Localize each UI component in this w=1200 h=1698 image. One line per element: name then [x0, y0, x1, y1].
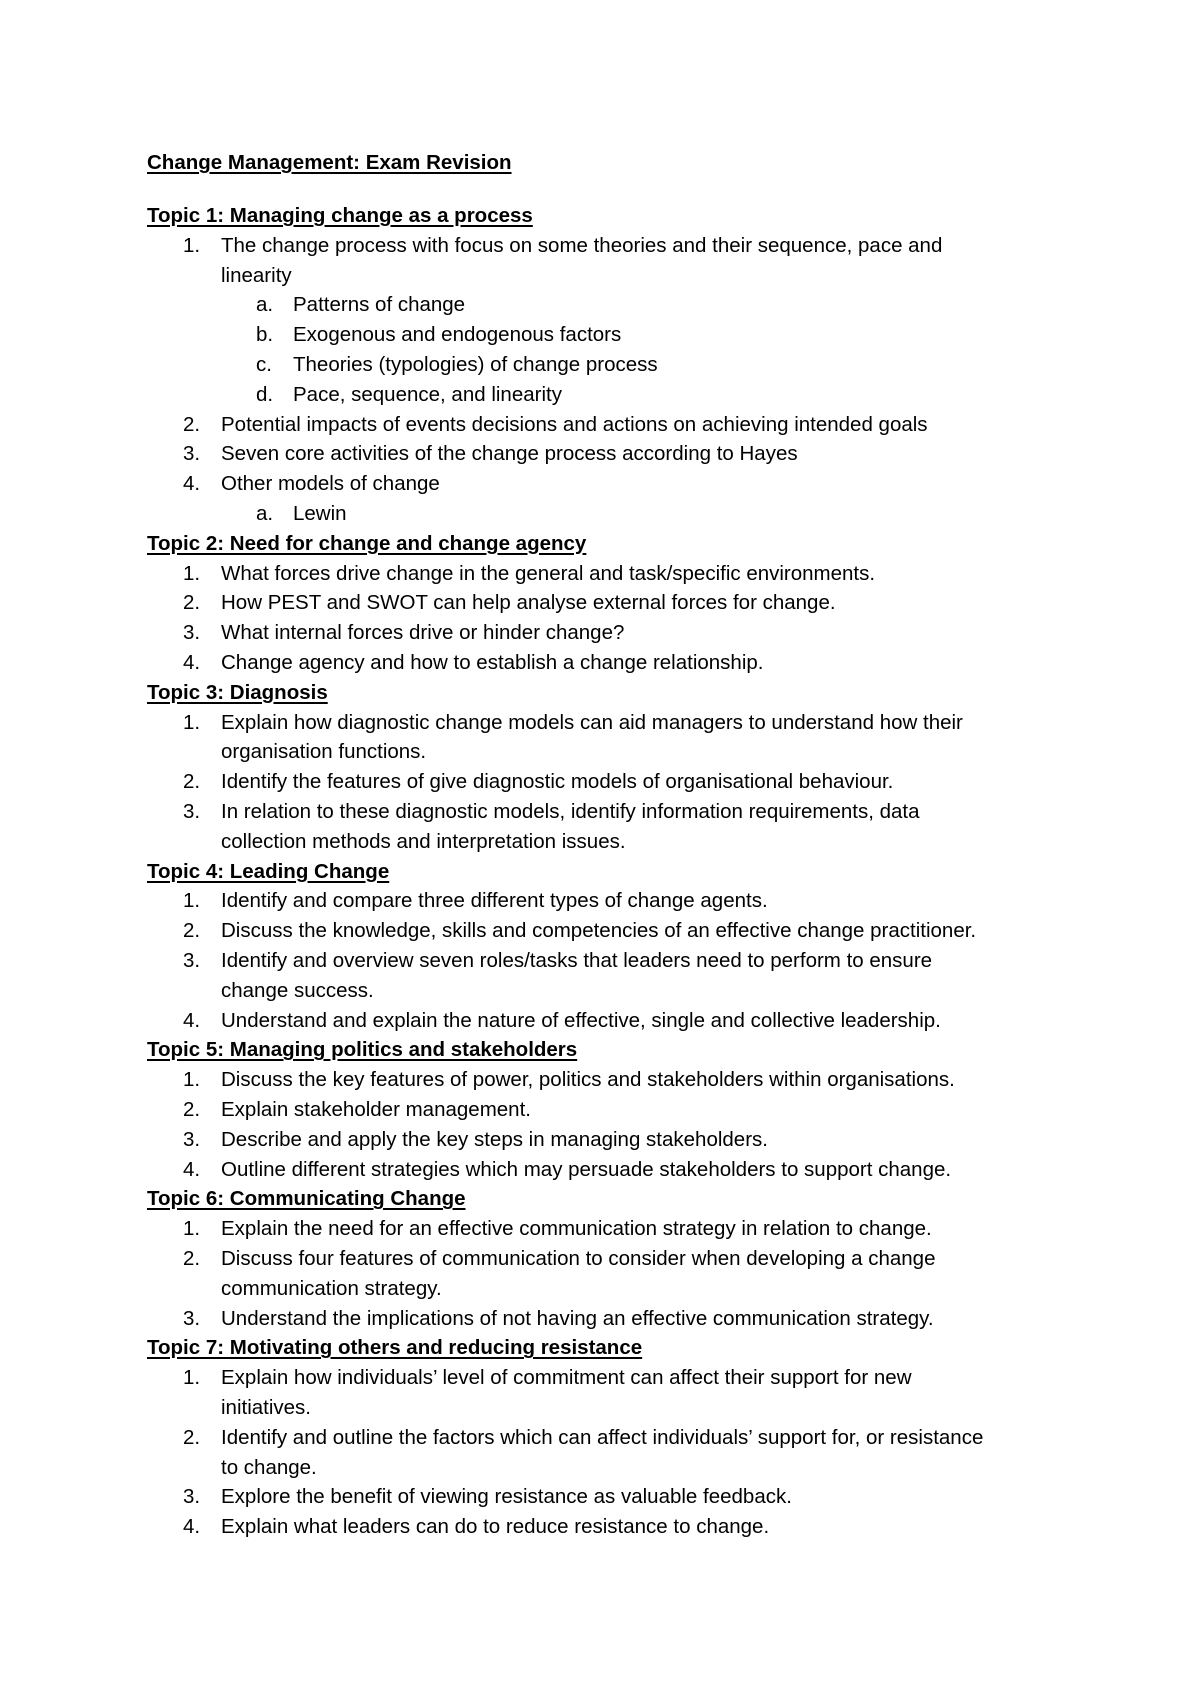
list-item — [183, 1482, 1083, 1512]
topic-heading: Topic 5: Managing politics and stakeholders — [147, 1038, 578, 1062]
item-number: 1. — [183, 1068, 201, 1092]
item-text: In relation to these diagnostic models, identify information requirements, data — [221, 800, 920, 823]
list-item — [183, 469, 1083, 499]
item-number: 2. — [183, 1425, 201, 1449]
item-text: Identify the features of give diagnostic models of organisational behaviour. — [221, 770, 894, 794]
item-number: 2. — [183, 770, 201, 794]
sub-item-text: Theories (typologies) of change process — [293, 353, 658, 376]
list-item — [183, 1095, 1083, 1125]
item-text: Explain stakeholder management. — [221, 1098, 531, 1121]
list-item — [183, 410, 1083, 440]
item-text: The change process with focus on some theories and their sequence, pace and — [221, 233, 943, 257]
item-number: 4. — [183, 472, 201, 496]
item-text: Describe and apply the key steps in managing stakeholders. — [221, 1127, 768, 1151]
list-item — [183, 439, 1083, 469]
list-item — [183, 1214, 1083, 1244]
item-text: What internal forces drive or hinder change? — [221, 621, 625, 645]
list-item — [183, 588, 1083, 618]
item-number: 1. — [183, 1217, 201, 1241]
item-number: 4. — [183, 651, 201, 674]
item-number: 2. — [183, 919, 201, 943]
item-number: 1. — [183, 710, 201, 734]
item-number: 2. — [183, 412, 201, 436]
topic-heading: Topic 3: Diagnosis — [147, 680, 328, 704]
list-item — [183, 1423, 1083, 1483]
item-text: collection methods and interpretation issues. — [221, 829, 626, 853]
list-item — [183, 1006, 1083, 1036]
list-item — [183, 1363, 1083, 1423]
item-number: 2. — [183, 1098, 201, 1121]
item-text: Explain the need for an effective communication strategy in relation to change. — [221, 1217, 932, 1241]
topic-heading: Topic 4: Leading Change — [147, 859, 390, 883]
item-number: 1. — [183, 889, 201, 913]
list-item — [183, 1125, 1083, 1155]
item-number: 4. — [183, 1157, 201, 1181]
item-text: Understand and explain the nature of effective, single and collective leadership. — [221, 1008, 941, 1032]
item-text: How PEST and SWOT can help analyse external forces for change. — [221, 591, 836, 615]
item-text: communication strategy. — [221, 1276, 442, 1300]
sub-item-text: Patterns of change — [293, 293, 466, 317]
item-text: Discuss four features of communication to consider when developing a change — [221, 1247, 936, 1270]
sub-item-text: Exogenous and endogenous factors — [293, 323, 622, 347]
item-text: Identify and outline the factors which can affect individuals’ support for, or resistance — [221, 1425, 984, 1449]
item-text: Discuss the key features of power, politics and stakeholders within organisations. — [221, 1068, 955, 1092]
item-number: 1. — [183, 233, 201, 257]
item-number: 2. — [183, 591, 201, 615]
item-text: Discuss the knowledge, skills and competencies of an effective change practitioner. — [221, 919, 977, 943]
list-item — [183, 618, 1083, 648]
item-number: 4. — [183, 1515, 201, 1539]
item-text: Understand the implications of not having an effective communication strategy. — [221, 1306, 934, 1330]
list-item — [183, 559, 1083, 589]
item-text: Explain how individuals’ level of commitment can affect their support for new — [221, 1366, 912, 1390]
item-text: Potential impacts of events decisions and actions on achieving intended goals — [221, 412, 928, 436]
item-text: Seven core activities of the change process according to Hayes — [221, 442, 798, 466]
item-number: 3. — [183, 442, 201, 466]
item-number: 3. — [183, 1485, 201, 1509]
topic-heading: Topic 7: Motivating others and reducing resistance — [147, 1336, 643, 1360]
item-number: 3. — [183, 800, 201, 823]
item-number: 3. — [183, 949, 201, 972]
topic-heading: Topic 1: Managing change as a process — [147, 204, 533, 227]
list-item — [183, 648, 1083, 678]
list-item — [183, 1244, 1083, 1304]
item-text: Explain what leaders can do to reduce resistance to change. — [221, 1515, 770, 1539]
item-number: 3. — [183, 1127, 201, 1151]
item-number: 3. — [183, 621, 201, 645]
list-item — [183, 708, 1083, 768]
sub-item-letter: a. — [256, 502, 274, 525]
list-item — [183, 767, 1083, 797]
document-title: Change Management: Exam Revision — [147, 151, 512, 174]
item-number: 4. — [183, 1008, 201, 1032]
item-number: 3. — [183, 1306, 201, 1330]
item-text: Explore the benefit of viewing resistance as valuable feedback. — [221, 1485, 792, 1509]
item-text: organisation functions. — [221, 740, 427, 764]
item-text: Identify and compare three different types of change agents. — [221, 889, 768, 913]
sub-item-letter: d. — [256, 382, 274, 406]
item-text: initiatives. — [221, 1395, 312, 1419]
list-item — [183, 1304, 1083, 1334]
item-text: linearity — [221, 263, 292, 287]
list-item — [183, 916, 1083, 946]
list-item — [183, 946, 1083, 1006]
list-item — [183, 1065, 1083, 1095]
item-text: What forces drive change in the general and task/specific environments. — [221, 561, 876, 585]
list-item — [183, 1155, 1083, 1185]
topic-heading: Topic 6: Communicating Change — [147, 1187, 466, 1211]
topic-heading: Topic 2: Need for change and change agency — [147, 531, 587, 555]
item-text: Explain how diagnostic change models can aid managers to understand how their — [221, 710, 963, 734]
sub-item-letter: a. — [256, 293, 274, 317]
item-text: Other models of change — [221, 472, 440, 496]
item-text: Change agency and how to establish a change relationship. — [221, 651, 764, 674]
item-number: 2. — [183, 1247, 201, 1270]
item-number: 1. — [183, 561, 201, 585]
item-number: 1. — [183, 1366, 201, 1390]
item-text: change success. — [221, 978, 374, 1002]
sub-item-letter: c. — [256, 353, 272, 376]
list-item — [183, 231, 1083, 291]
item-text: Identify and overview seven roles/tasks that leaders need to perform to ensure — [221, 949, 933, 972]
list-item — [183, 797, 1083, 857]
sub-item-letter: b. — [256, 323, 274, 347]
sub-item-text: Lewin — [293, 502, 347, 525]
sub-item-text: Pace, sequence, and linearity — [293, 382, 562, 406]
list-item — [183, 1512, 1083, 1542]
item-text: Outline different strategies which may persuade stakeholders to support change. — [221, 1157, 952, 1181]
item-text: to change. — [221, 1455, 317, 1479]
list-item — [183, 886, 1083, 916]
